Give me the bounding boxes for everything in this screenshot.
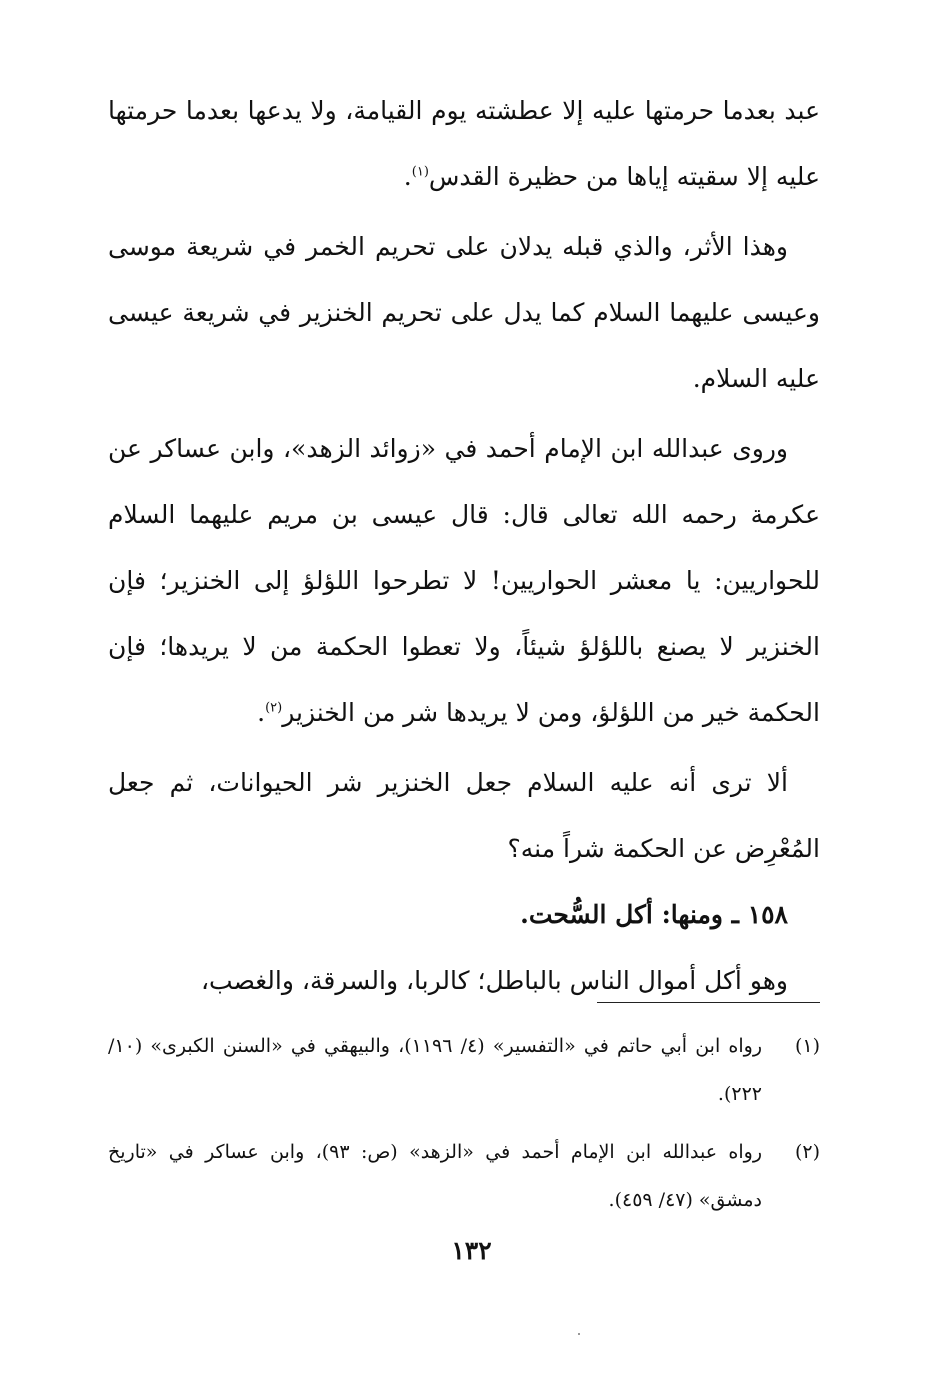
- footnote-ref-2: (٢): [265, 700, 283, 716]
- paragraph-3-text: وروى عبدالله ابن الإمام أحمد في «زوائد الزهد»، وابن عساكر عن عكرمة رحمه الله تعالى قال: قال عيسى بن مريم عليهما السلام للحواريين: يا معشر الحواريين! لا تطرحوا اللؤلؤ إلى الخنزير؛ فإن الخنزير لا يصنع باللؤلؤ شيئاً، ولا تعطوا الحكمة من لا يريدها؛ فإن الحكمة خير من اللؤلؤ، ومن لا يريدها شر من الخنزير: [108, 434, 820, 727]
- paragraph-1: [108, 78, 820, 210]
- paragraph-1-text: عبد بعدما حرمتها عليه إلا عطشته يوم القيامة، ولا يدعها بعدما حرمتها عليه إلا سقيته إياها من حظيرة القدس: [108, 96, 820, 191]
- footnote-ref-1: (١): [411, 164, 429, 180]
- footnote-number: (٢): [794, 1141, 820, 1163]
- footnotes: [108, 1022, 820, 1234]
- paragraph-3-end: .: [257, 698, 266, 727]
- footnote-number: (١): [794, 1035, 820, 1057]
- paragraph-3: [108, 416, 820, 746]
- paragraph-5: وهو أكل أموال الناس بالباطل؛ كالربا، والسرقة، والغصب،: [200, 966, 788, 995]
- print-speck: [578, 1333, 580, 1335]
- section-heading: ١٥٨ ـ ومنها: أكل السُّحت.: [520, 900, 788, 929]
- main-text: [108, 78, 820, 1014]
- paragraph-2: وهذا الأثر، والذي قبله يدلان على تحريم الخمر في شريعة موسى وعيسى عليهما السلام كما يدل على تحريم الخنزير في شريعة عيسى عليه السلام.: [108, 232, 820, 393]
- footnote-1: [108, 1022, 820, 1118]
- paragraph-4: ألا ترى أنه عليه السلام جعل الخنزير شر الحيوانات، ثم جعل المُعْرِض عن الحكمة شراً منه؟: [108, 768, 820, 863]
- footnote-text: رواه ابن أبي حاتم في «التفسير» (٤/ ١١٩٦)، والبيهقي في «السنن الكبرى» (١٠/ ٢٢٢).: [108, 1035, 762, 1105]
- page-number: ١٣٢: [451, 1236, 492, 1265]
- footnote-2: [108, 1128, 820, 1224]
- footnote-divider: [597, 1002, 820, 1003]
- footnote-text: رواه عبدالله ابن الإمام أحمد في «الزهد» (ص: ٩٣)، وابن عساكر في «تاريخ دمشق» (٤٧/ ٤٥٩).: [108, 1141, 762, 1211]
- paragraph-1-end: .: [403, 162, 412, 191]
